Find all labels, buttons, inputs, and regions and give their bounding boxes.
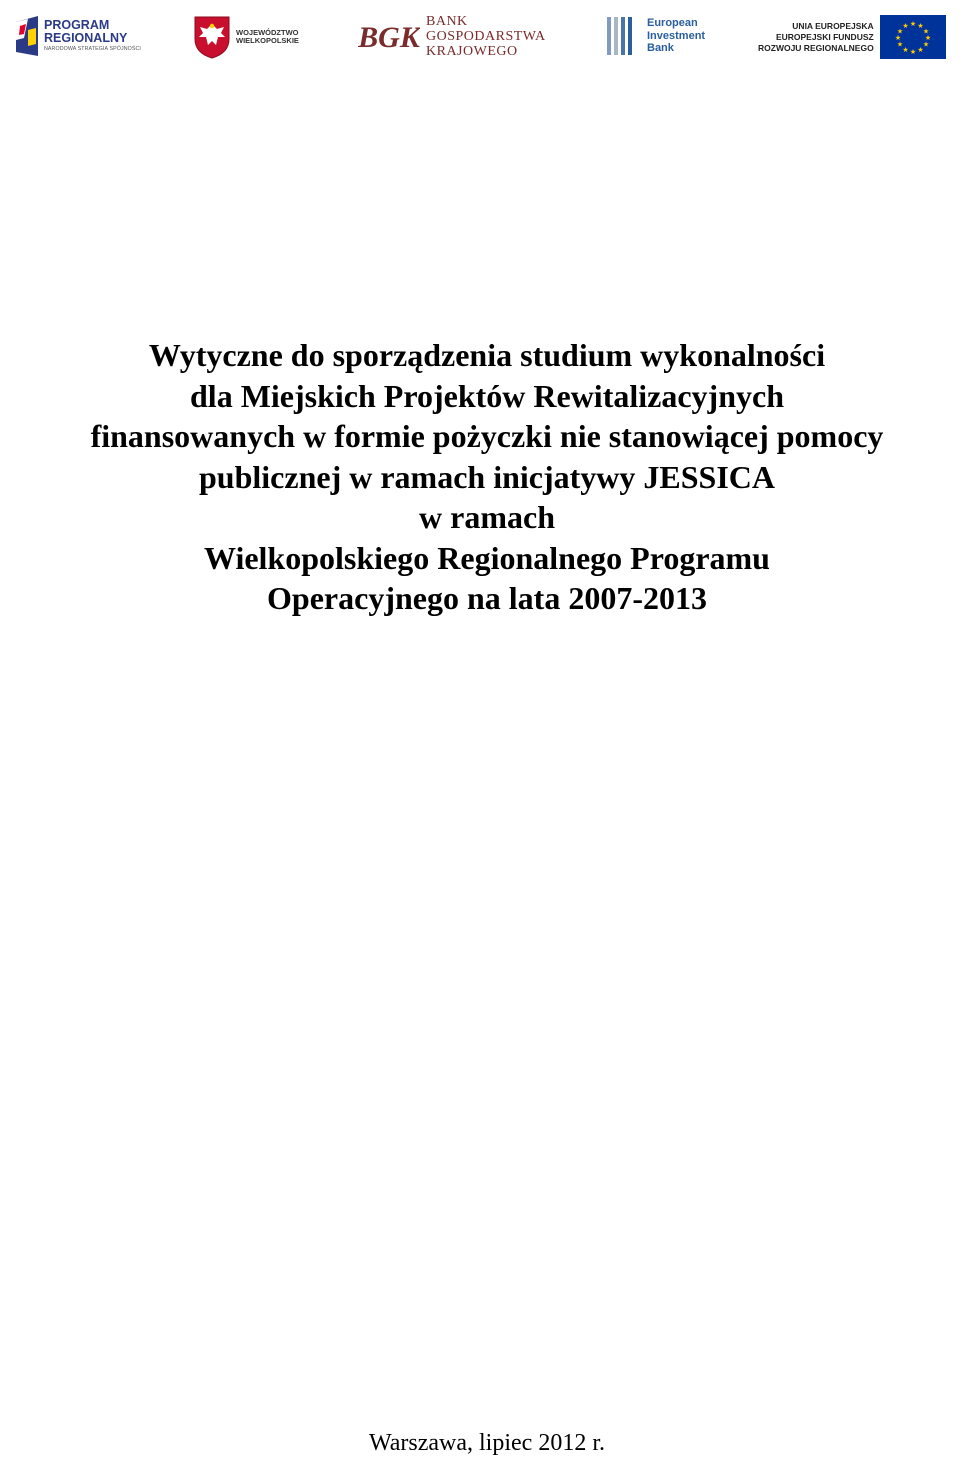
wojewodztwo-line1: WOJEWÓDZTWO [236, 28, 299, 38]
eib-logo [605, 12, 705, 60]
program-regionalny-emblem-icon [14, 14, 40, 58]
ue-logo [758, 14, 946, 60]
svg-text:★: ★ [922, 40, 929, 49]
document-title [30, 335, 944, 619]
svg-text:★: ★ [896, 27, 903, 36]
svg-text:★: ★ [924, 34, 931, 42]
title-line-7: Operacyjnego na lata 2007-2013 [267, 580, 707, 616]
logo-bar [0, 0, 960, 70]
bgk-logo [358, 12, 546, 60]
bgk-line2: GOSPODARSTWA [426, 28, 546, 44]
eib-line2: Investment [647, 29, 706, 42]
svg-text:★: ★ [896, 40, 903, 49]
svg-text:★: ★ [909, 20, 916, 28]
bgk-line1: BANK [426, 13, 468, 29]
title-line-5: w ramach [419, 499, 555, 535]
bgk-monogram: BGK [358, 21, 420, 54]
title-line-3: finansowanych w formie pożyczki nie stanowiącej pomocy [90, 418, 884, 454]
place-date-text: Warszawa, lipiec 2012 r. [369, 1430, 605, 1456]
svg-text:★: ★ [917, 46, 924, 54]
svg-text:★: ★ [917, 22, 924, 30]
wojewodztwo-logo [193, 14, 299, 60]
wojewodztwo-line2: WIELKOPOLSKIE [236, 36, 299, 45]
svg-text:★: ★ [902, 46, 909, 54]
program-regionalny-line1: PROGRAM [44, 18, 110, 33]
eib-line3: Bank [647, 42, 674, 55]
svg-text:★: ★ [894, 34, 901, 42]
bgk-line3: KRAJOWEGO [426, 43, 518, 59]
title-line-4: publicznej w ramach inicjatywy JESSICA [198, 458, 775, 495]
bgk-monogram-icon [358, 14, 420, 58]
svg-text:★: ★ [902, 22, 909, 30]
eib-bars-icon [605, 13, 641, 59]
eu-flag-icon [880, 15, 946, 59]
program-regionalny-logo [14, 12, 141, 60]
eib-line1: European [647, 17, 698, 30]
title-line-6: Wielkopolskiego Regionalnego Programu [204, 539, 770, 576]
svg-text:★: ★ [909, 48, 916, 56]
ue-line1: UNIA EUROPEJSKA [792, 20, 874, 31]
program-regionalny-line2: REGIONALNY [44, 31, 128, 46]
eagle-shield-icon [193, 15, 231, 59]
program-regionalny-line3: NARODOWA STRATEGIA SPÓJNOŚCI [44, 46, 141, 53]
title-line-1: Wytyczne do sporządzenia studium wykonalności [148, 337, 826, 373]
ue-line2: EUROPEJSKI FUNDUSZ [775, 31, 874, 42]
title-line-2: dla Miejskich Projektów Rewitalizacyjnych [190, 377, 784, 414]
svg-text:★: ★ [922, 27, 929, 36]
place-date-footer [0, 1428, 960, 1458]
ue-line3: ROZWOJU REGIONALNEGO [758, 42, 874, 53]
